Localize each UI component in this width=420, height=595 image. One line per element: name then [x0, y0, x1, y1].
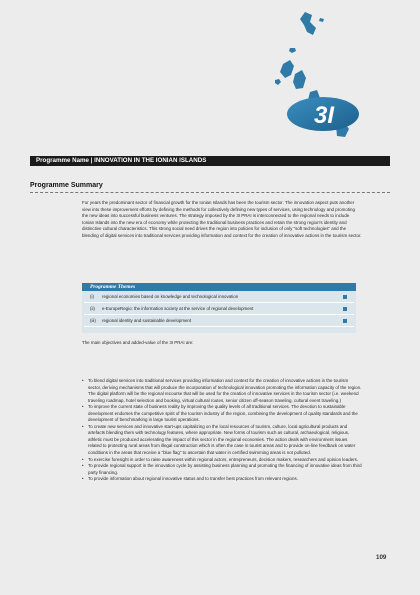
- theme-square-icon: [343, 319, 347, 323]
- theme-label: regional economies based on knowledge and technological innovation: [102, 294, 239, 299]
- programme-name-bar: [30, 156, 390, 166]
- objective-item: • To provide regional support in the innovation cycle by assisting business planning and promoting the financing of innovative ideas from third party financing.: [82, 463, 362, 476]
- theme-label: e-EuropeRegio: the information society at the service of regional development: [102, 306, 254, 311]
- theme-number: (i): [90, 294, 94, 299]
- objective-item: • To improve the current state of business reality by improving the quality levels of all traditional services. The devotion to sustainable development endorses the competitive spirit of the tourism industry of the region, combining the development of quality standards and the development of benchmarking in large tourist operations.: [82, 404, 362, 424]
- 3i-logo-badge: [286, 96, 360, 132]
- programme-label: Programme Name: [36, 157, 89, 164]
- objectives-list: [82, 378, 362, 483]
- objective-item: • To create new services and innovative start-ups capitalizing on the local resources of tourism, culture, local agricultural products and artefacts blending them with technology features, where appropriate. New forms of tourism such as cultural, archaeological, religious, athletic must be produced accelerating the impact of this sector in the regional economies. The action deals with environment issues related to protecting rural areas from illegal construction which is often the case in tourist areas and to provide on-line feedback on water conditions in the areas that receive a "blue flag" to ascertain that water in certified swimming areas is not polluted.: [82, 424, 362, 457]
- summary-divider: [30, 192, 390, 193]
- objective-item: • To blend digital services into traditional services providing information and context for the creation of innovative actions in the tourism sector, deriving mechanisms that will produce the incorporation of technological innovation promoting the information capacity of the region. The digital platform will be the regional recourse that will be used for the creation of innovative services in the tourism sector (i.e. weekend traveling roadmap, hotel selection and booking, virtual cultural routes, senior citizen off-season traveling, cultural event traveling.): [82, 378, 362, 404]
- badge-text: 3I: [313, 102, 335, 129]
- theme-item: [84, 316, 354, 327]
- objective-item: • To exercise foresight in order to raise awareness within regional actors, entrepreneurs, decision makers, researchers and opinion leaders.: [82, 457, 362, 464]
- theme-number: (iii): [90, 318, 96, 323]
- theme-number: (ii): [90, 306, 95, 311]
- programme-summary-heading: Programme Summary: [30, 182, 103, 189]
- theme-item: [84, 304, 354, 315]
- theme-item: [84, 292, 354, 303]
- objectives-intro: The main objectives and added-value of the 3I PRAI are:: [82, 340, 194, 345]
- programme-themes-box: [82, 283, 356, 333]
- theme-label: regional identity and sustainable development: [102, 318, 192, 323]
- summary-intro-paragraph: For years the predominant sector of financial growth for the Ionian Islands has been the tourism sector. The innovation aspect puts another view into these improvement efforts by defining the methods for collectively defining new types of services, using technology and promoting the new ideas into successful business ventures. The strategy imposed by the 3I PRAI is interconnected to the regional needs to include Ionian Islands into the new era of economy while protecting the traditional business practices and retain the strong region's identity and distinctive cultural characteristics. This strong social need drives the region into policies for inclusion of only "soft technologies" and the blending of digital services into traditional services providing information and context for the creation of innovative actions in the tourism sector.: [82, 200, 362, 238]
- page-number: 109: [376, 554, 387, 561]
- programme-themes-heading: Programme Themes: [82, 283, 356, 291]
- objective-item: • To provide information about regional innovative status and to transfer best practices from relevant regions.: [82, 476, 362, 483]
- theme-square-icon: [343, 295, 347, 299]
- programme-value: | INNOVATION IN THE IONIAN ISLANDS: [90, 157, 207, 164]
- theme-square-icon: [343, 307, 347, 311]
